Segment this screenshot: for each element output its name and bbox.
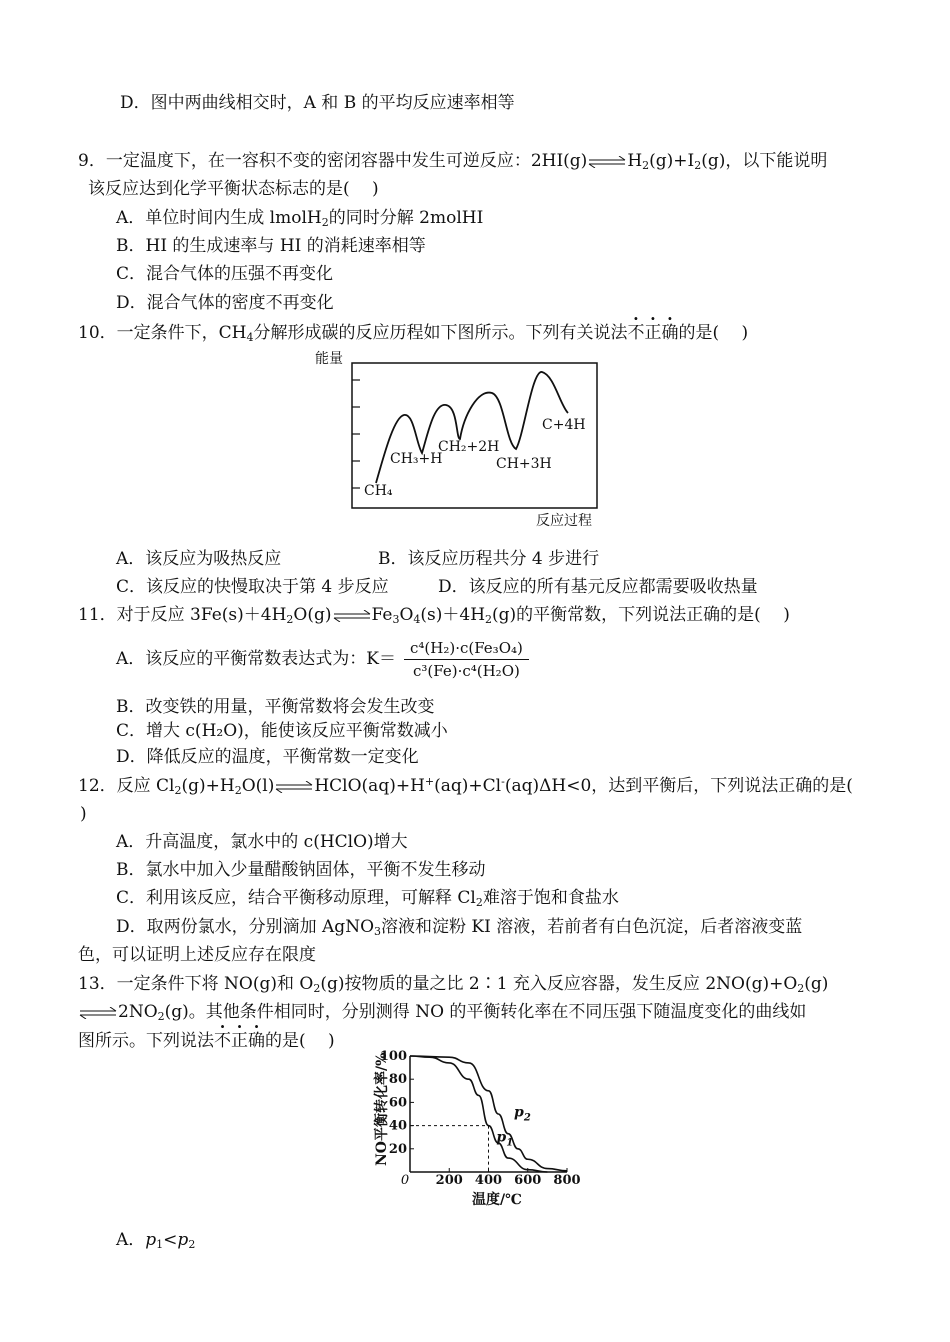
q10-option-d: D．该反应的所有基元反应都需要吸收热量 — [438, 577, 758, 597]
q13-stem-line2: $2NO_2(g)$。其他条件相同时，分别测得 NO 的平衡转化率在不同压强下随温度变化的曲线如 — [78, 1001, 806, 1023]
q11-option-d: D．降低反应的温度，平衡常数一定变化 — [116, 747, 419, 767]
q12-stem-cont: ) — [80, 804, 87, 824]
emphasis-char: 正 — [231, 1031, 248, 1051]
species-label: CH+3H — [496, 456, 552, 472]
q9-option-c: C．混合气体的压强不再变化 — [116, 264, 334, 284]
y-axis-ticks — [352, 380, 360, 488]
series-line-p2 — [410, 1056, 567, 1171]
species-label: CH₂+2H — [438, 439, 500, 455]
q12-option-a: A．升高温度，氯水中的 c(HClO)增大 — [116, 832, 408, 852]
q12-option-c: C．利用该反应，结合平衡移动原理，可解释 $Cl_2$难溶于饱和食盐水 — [116, 888, 619, 909]
emphasis-char: 确 — [248, 1031, 265, 1051]
q9-option-a: A．单位时间内生成 lmolH$_2$的同时分解 2molHI — [116, 208, 484, 229]
emphasis-char: 正 — [644, 323, 662, 343]
equilibrium-constant-fraction: $\frac{\text{c⁴(H₂)·c(Fe₃O₄)}}{\text{c³(Fe)·c⁴(H₂O)}}$ — [404, 637, 529, 682]
x-tick-label: 200 — [435, 1173, 463, 1188]
y-tick-label: 80 — [388, 1072, 407, 1088]
equilibrium-arrow-icon — [332, 610, 372, 622]
x-tick-label: 600 — [514, 1173, 542, 1188]
origin-label: 0 — [400, 1173, 410, 1188]
y-tick-label: 100 — [379, 1049, 407, 1064]
q11-option-c: C．增大 c(H₂O)，能使该反应平衡常数减小 — [116, 721, 448, 741]
y-axis-label: 能量 — [315, 351, 343, 367]
q11-option-b: B．改变铁的用量，平衡常数将会发生改变 — [116, 697, 435, 717]
q8-option-d: D．图中两曲线相交时，A 和 B 的平均反应速率相等 — [120, 93, 515, 113]
equilibrium-arrow-icon — [78, 1007, 118, 1019]
series-label-p1: $p_1$ — [496, 1129, 514, 1149]
q11-stem: 11．对于反应 $3Fe(s)+4H_2O(g)$ $Fe_3O_4(s)+4H_2(g)$的平衡常数，下列说法正确的是( ) — [78, 605, 790, 626]
species-label: C+4H — [542, 417, 586, 433]
y-axis-label: NO平衡转化率/% — [374, 1052, 390, 1166]
y-tick-label: 60 — [388, 1095, 407, 1111]
q10-option-a: A．该反应为吸热反应 — [116, 549, 282, 569]
q10-option-b: B．该反应历程共分 4 步进行 — [378, 549, 600, 569]
q12-option-d-cont: 色，可以证明上述反应存在限度 — [78, 945, 316, 965]
q9-stem-cont: 该反应达到化学平衡状态标志的是( ) — [88, 179, 379, 199]
q12-option-d: D．取两份氯水，分别滴加 AgNO$_3$溶液和淀粉 KI 溶液，若前者有白色沉淀，后者溶液变蓝 — [116, 917, 803, 938]
equilibrium-arrow-icon — [587, 156, 627, 168]
x-tick-label: 800 — [553, 1173, 581, 1188]
series-label-p2: $p_2$ — [514, 1104, 531, 1124]
equilibrium-arrow-icon — [274, 781, 314, 793]
q10-option-c: C．该反应的快慢取决于第 4 步反应 — [116, 577, 389, 597]
emphasis-char: 不 — [627, 323, 645, 343]
q10-stem: 10．一定条件下，$CH_4$分解形成碳的反应历程如下图所示。下列有关说法不正确的是( ) — [78, 323, 749, 344]
q11-option-a: A．该反应的平衡常数表达式为：K＝ $\frac{\text{c⁴(H₂)·c(Fe₃O₄)}}{\text{c³(Fe)·c⁴(H₂O)}}$ — [116, 636, 529, 682]
y-tick-label: 40 — [388, 1118, 407, 1134]
q13-stem: 13．一定条件下将 NO(g)和 $O_2(g)$按物质的量之比 2∶1 充入反应容器，发生反应 $2NO(g)+O_2(g)$ — [78, 974, 829, 995]
species-label: CH₃+H — [390, 451, 443, 467]
y-tick-label: 20 — [388, 1141, 407, 1157]
emphasis-char: 确 — [661, 323, 679, 343]
q9-stem: 9．一定温度下，在一容积不变的密闭容器中发生可逆反应：2HI(g) $H_2(g)+I_2(g)$，以下能说明 — [78, 151, 828, 172]
q13-option-a: A．$p_1<p_2$ — [116, 1230, 196, 1251]
species-label: CH₄ — [364, 483, 393, 499]
q10-energy-diagram — [310, 345, 610, 530]
q13-conversion-chart — [362, 1044, 592, 1214]
q13-stem-line3: 图所示。下列说法不正确的是( ) — [78, 1031, 335, 1051]
q9-option-b: B．HI 的生成速率与 HI 的消耗速率相等 — [116, 236, 426, 256]
q9-option-d: D．混合气体的密度不再变化 — [116, 293, 334, 313]
x-axis-label: 反应过程 — [536, 513, 592, 529]
q12-option-b: B．氯水中加入少量醋酸钠固体，平衡不发生移动 — [116, 860, 486, 880]
x-axis-label: 温度/℃ — [472, 1192, 522, 1208]
emphasis-char: 不 — [214, 1031, 231, 1051]
x-tick-label: 400 — [474, 1173, 503, 1188]
q12-stem: 12．反应 $Cl_2(g)+H_2O(l)$ HClO(aq)+H+(aq)+Cl-(aq)ΔH<0，达到平衡后，下列说法正确的是( — [78, 775, 853, 797]
